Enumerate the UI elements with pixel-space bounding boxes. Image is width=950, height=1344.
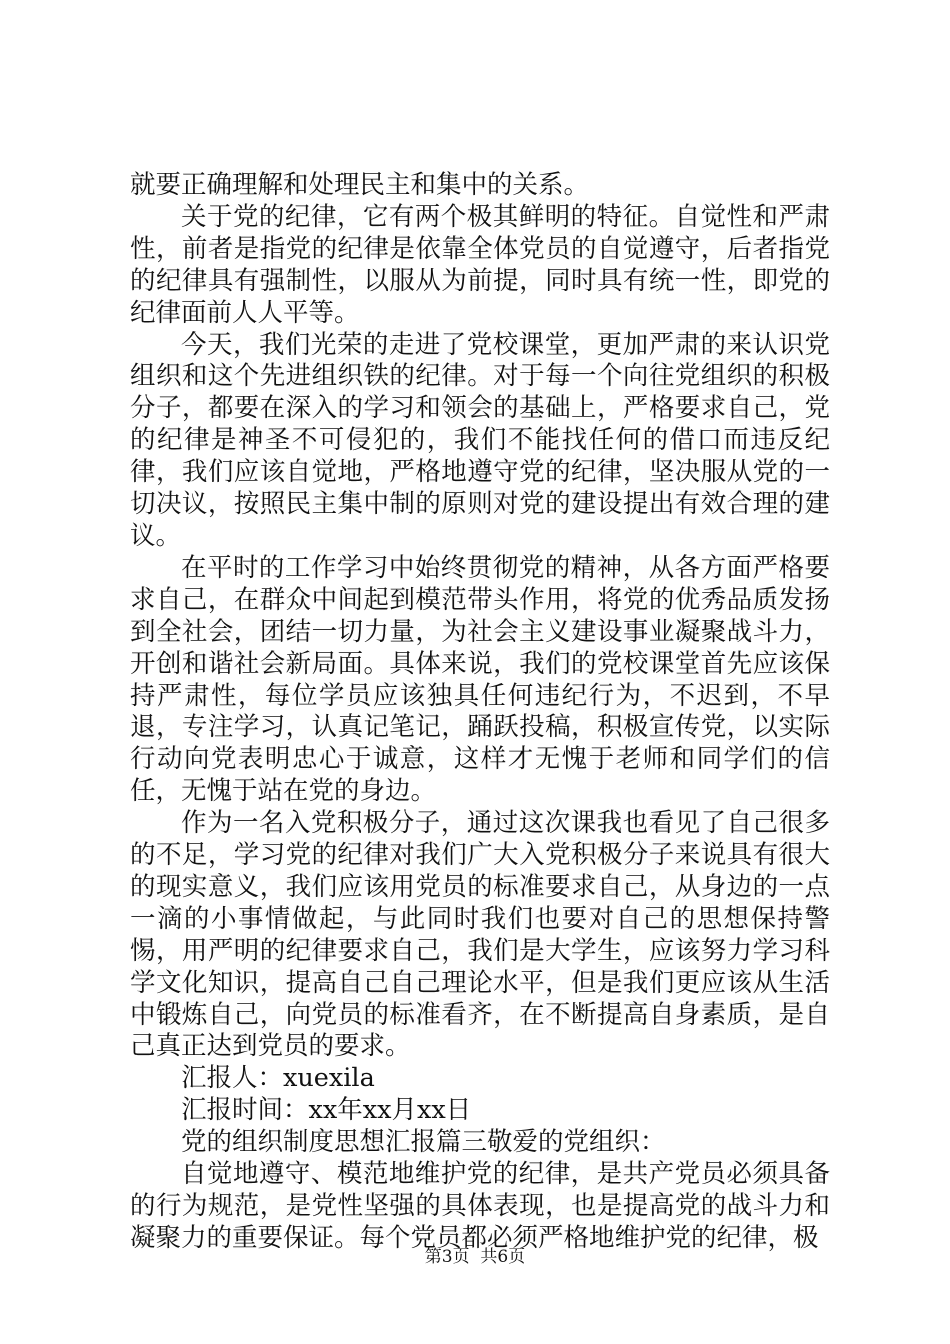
- paragraph: 自觉地遵守、模范地维护党的纪律，是共产党员必须具备的行为规范，是党性坚强的具体表现，也是提高党的战斗力和凝聚力的重要保证。每个党员都必须严格地维护党的纪律，极: [130, 1159, 830, 1253]
- reporter-line: 汇报人：xuexila: [181, 1063, 375, 1094]
- paragraph: 在平时的工作学习中始终贯彻党的精神，从各方面严格要求自己，在群众中间起到模范带头作用，将党的优秀品质发扬到全社会，团结一切力量，为社会主义建设事业凝聚战斗力，开创和谐社会新局面。具体来说，我们的党校课堂首先应该保持严肃性，每位学员应该独具任何违纪行为，不迟到，不早退，专注学习，认真记笔记，踊跃投稿，积极宣传党，以实际行动向党表明忠心于诚意，这样才无愧于老师和同学们的信任，无愧于站在党的身边。: [130, 552, 830, 807]
- page-number-footer: 第3页 共6页: [424, 1247, 526, 1267]
- section-heading: 党的组织制度思想汇报篇三敬爱的党组织：: [181, 1127, 666, 1158]
- paragraph: 就要正确理解和处理民主和集中的关系。: [130, 170, 590, 200]
- document-body: [130, 170, 830, 1255]
- paragraph: 今天，我们光荣的走进了党校课堂，更加严肃的来认识党组织和这个先进组织铁的纪律。对于每一个向往党组织的积极分子，都要在深入的学习和领会的基础上，严格要求自己，党的纪律是神圣不可侵犯的，我们不能找任何的借口而违反纪律，我们应该自觉地，严格地遵守党的纪律，坚决服从党的一切决议，按照民主集中制的原则对党的建设提出有效合理的建议。: [130, 329, 830, 551]
- report-date-line: 汇报时间：xx年xx月xx日: [181, 1095, 472, 1126]
- paragraph: 关于党的纪律，它有两个极其鲜明的特征。自觉性和严肃性，前者是指党的纪律是依靠全体党员的自觉遵守，后者指党的纪律具有强制性，以服从为前提，同时具有统一性，即党的纪律面前人人平等。: [130, 201, 830, 328]
- paragraph: 作为一名入党积极分子，通过这次课我也看见了自己很多的不足，学习党的纪律对我们广大入党积极分子来说具有很大的现实意义，我们应该用党员的标准要求自己，从身边的一点一滴的小事情做起，与此同时我们也要对自己的思想保持警惕，用严明的纪律要求自己，我们是大学生，应该努力学习科学文化知识，提高自己自己理论水平，但是我们更应该从生活中锻炼自己，向党员的标准看齐，在不断提高自身素质，是自己真正达到党员的要求。: [130, 808, 830, 1062]
